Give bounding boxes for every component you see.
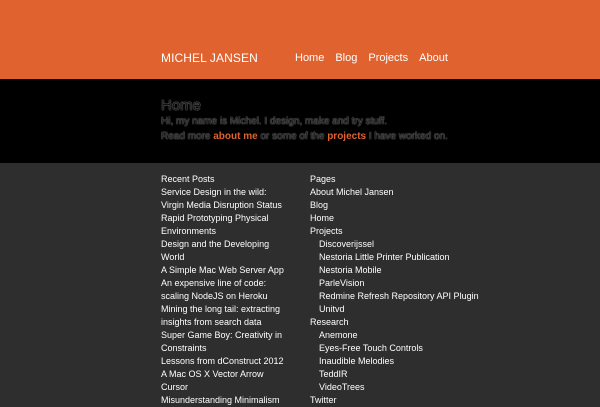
about-me-link[interactable]: about me (213, 131, 258, 142)
page-title: Home (161, 97, 202, 114)
intro-section (0, 79, 600, 163)
recent-posts-list (161, 186, 291, 407)
recent-posts-widget (161, 173, 291, 407)
list-item (161, 212, 291, 238)
content-area (0, 163, 600, 405)
list-item (310, 342, 450, 355)
intro-text-part: or some of the (257, 131, 328, 142)
list-item (161, 355, 291, 368)
page-link[interactable]: Inaudible Melodies (319, 356, 395, 366)
page-link[interactable]: Eyes-Free Touch Controls (319, 343, 423, 353)
list-item (310, 394, 450, 407)
page-link[interactable]: Discoverijssel (319, 239, 375, 249)
main-nav (295, 52, 448, 64)
recent-posts-heading: Recent Posts (161, 174, 215, 184)
nav-projects[interactable]: Projects (368, 52, 409, 64)
page-link[interactable]: VideoTrees (319, 382, 365, 392)
recent-post-link[interactable]: A Simple Mac Web Server App (161, 265, 284, 275)
site-title-link[interactable]: MICHEL JANSEN (161, 51, 258, 65)
page-link[interactable]: Blog (310, 200, 329, 210)
recent-post-link[interactable]: Lessons from dConstruct 2012 (161, 356, 284, 366)
site-header (0, 0, 600, 79)
intro-text-part: I have worked on. (366, 131, 448, 142)
recent-post-link[interactable]: Design and the Developing World (161, 239, 270, 262)
list-item (310, 277, 450, 290)
recent-post-link[interactable]: Mining the long tail: extracting insights from search data (161, 304, 281, 327)
pages-list (310, 186, 479, 407)
list-item (310, 290, 479, 303)
list-item (161, 394, 291, 407)
page-link[interactable]: Nestoria Mobile (319, 265, 382, 275)
list-item (310, 225, 450, 238)
pages-widget (310, 173, 479, 407)
page-link[interactable]: Redmine Refresh Repository API Plugin (319, 291, 479, 301)
pages-heading: Pages (310, 174, 336, 184)
list-item (310, 238, 450, 251)
list-item (310, 199, 450, 212)
list-item (310, 316, 450, 329)
page-link[interactable]: TeddIR (319, 369, 348, 379)
projects-link[interactable]: projects (327, 131, 367, 142)
list-item (310, 186, 450, 199)
list-item (161, 368, 291, 394)
intro-text-line-1: Hi, my name is Michel. I design, make and try stuff. (161, 116, 388, 127)
list-item (310, 368, 450, 381)
page-link[interactable]: ParleVision (319, 278, 365, 288)
page-link[interactable]: Projects (310, 226, 343, 236)
nav-home[interactable]: Home (295, 52, 325, 64)
nav-about[interactable]: About (419, 52, 448, 64)
list-item (310, 329, 450, 342)
list-item (310, 381, 450, 394)
intro-text-part: Read more (161, 131, 214, 142)
recent-post-link[interactable]: Super Game Boy: Creativity in Constraints (161, 330, 283, 353)
list-item (310, 212, 450, 225)
nav-blog[interactable]: Blog (335, 52, 358, 64)
recent-post-link[interactable]: Misunderstanding Minimalism (161, 395, 280, 405)
page-link[interactable]: Unitvd (319, 304, 345, 314)
list-item (310, 303, 450, 316)
page-link[interactable]: Nestoria Little Printer Publication (319, 252, 450, 262)
list-item (161, 303, 291, 329)
page-link[interactable]: About Michel Jansen (310, 187, 394, 197)
intro-text-line-2 (161, 131, 448, 142)
page-link[interactable]: Home (310, 213, 335, 223)
recent-post-link[interactable]: Service Design in the wild: Virgin Media Disruption Status (161, 187, 282, 210)
recent-post-link[interactable]: A Mac OS X Vector Arrow Cursor (161, 369, 264, 392)
page-link[interactable]: Research (310, 317, 349, 327)
list-item (310, 264, 450, 277)
recent-post-link[interactable]: Rapid Prototyping Physical Environments (161, 213, 269, 236)
list-item (161, 238, 291, 264)
page-link[interactable]: Anemone (319, 330, 358, 340)
page-link[interactable]: Twitter (310, 395, 337, 405)
list-item (310, 251, 450, 264)
list-item (161, 264, 291, 277)
list-item (161, 277, 291, 303)
list-item (161, 186, 291, 212)
list-item (161, 329, 291, 355)
recent-post-link[interactable]: An expensive line of code: scaling NodeJS on Heroku (161, 278, 268, 301)
list-item (310, 355, 450, 368)
